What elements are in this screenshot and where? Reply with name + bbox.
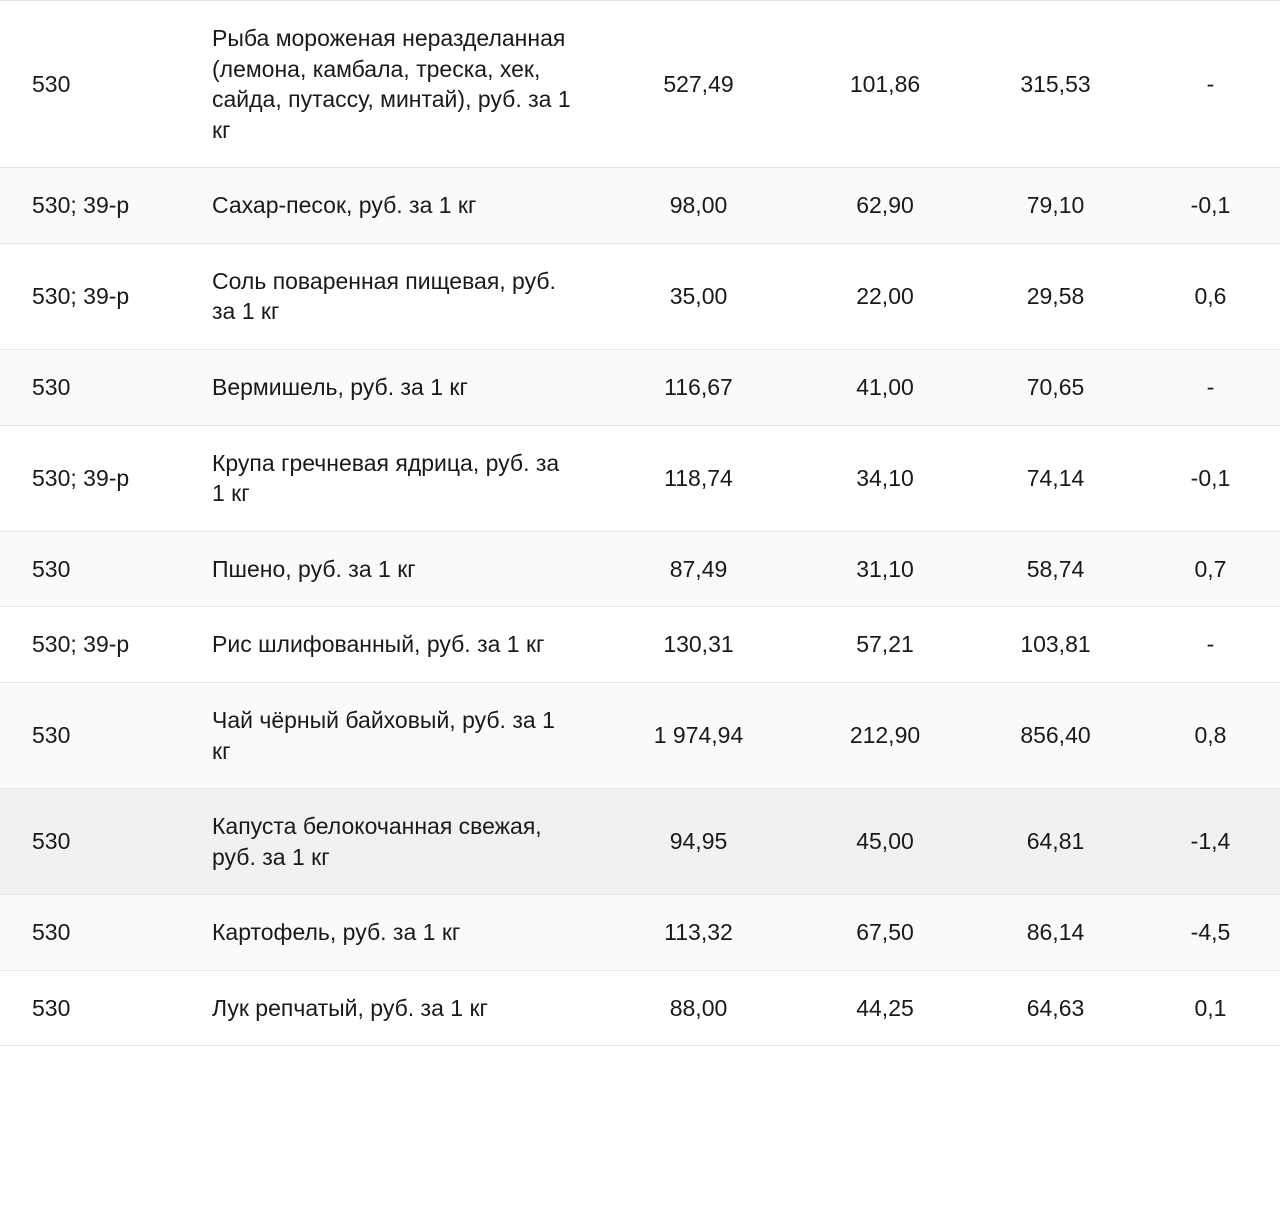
cell-change-percent: -1,4: [1190, 828, 1231, 855]
cell-min-price: 101,86: [849, 70, 921, 97]
cell-avg-price: 86,14: [1026, 919, 1085, 946]
cell-avg-price: 70,65: [1026, 374, 1085, 401]
cell-product-name: Капуста белокочанная свежая, руб. за 1 кг: [212, 813, 542, 870]
cell-max-price: 87,49: [669, 555, 728, 582]
price-table-body: [0, 1, 1280, 1046]
cell-code: 530; 39-р: [32, 283, 130, 310]
table-row: [0, 607, 1280, 683]
cell-code: 530: [32, 70, 71, 97]
cell-max-price: 116,67: [664, 374, 733, 401]
cell-product-name: Сахар-песок, руб. за 1 кг: [212, 192, 477, 219]
cell-max-price: 98,00: [669, 192, 728, 219]
cell-change-percent: -0,1: [1190, 192, 1231, 219]
cell-max-price: 88,00: [669, 994, 728, 1021]
table-row: [0, 243, 1280, 349]
cell-code: 530: [32, 919, 71, 946]
cell-change-percent: -: [1206, 374, 1215, 401]
table-row: [0, 168, 1280, 244]
cell-max-price: 118,74: [664, 464, 733, 491]
cell-change-percent: -: [1206, 70, 1215, 97]
cell-avg-price: 315,53: [1020, 70, 1091, 97]
cell-code: 530: [32, 994, 71, 1021]
cell-product-name: Картофель, руб. за 1 кг: [212, 919, 461, 946]
cell-avg-price: 74,14: [1026, 464, 1085, 491]
cell-min-price: 67,50: [856, 919, 914, 946]
cell-code: 530; 39-р: [32, 464, 130, 491]
cell-code: 530: [32, 555, 71, 582]
cell-max-price: 94,95: [669, 828, 728, 855]
table-row: [0, 682, 1280, 788]
cell-code: 530: [32, 828, 71, 855]
cell-change-percent: -4,5: [1190, 919, 1231, 946]
cell-min-price: 41,00: [856, 374, 914, 401]
cell-code: 530: [32, 374, 71, 401]
cell-change-percent: 0,8: [1194, 722, 1227, 749]
cell-product-name: Лук репчатый, руб. за 1 кг: [212, 994, 488, 1021]
cell-min-price: 212,90: [849, 722, 921, 749]
cell-avg-price: 64,63: [1026, 994, 1085, 1021]
cell-product-name: Пшено, руб. за 1 кг: [212, 555, 416, 582]
cell-max-price: 1 974,94: [653, 722, 744, 749]
cell-min-price: 44,25: [856, 994, 914, 1021]
table-row: [0, 895, 1280, 971]
cell-max-price: 527,49: [663, 70, 734, 97]
table-row: [0, 425, 1280, 531]
cell-avg-price: 64,81: [1026, 828, 1085, 855]
cell-product-name: Рис шлифованный, руб. за 1 кг: [212, 631, 545, 658]
cell-avg-price: 79,10: [1026, 192, 1085, 219]
cell-min-price: 57,21: [856, 631, 914, 658]
cell-avg-price: 58,74: [1026, 555, 1085, 582]
cell-product-name: Чай чёрный байховый, руб. за 1 кг: [212, 706, 555, 764]
cell-avg-price: 856,40: [1020, 722, 1091, 749]
cell-min-price: 34,10: [856, 464, 914, 491]
cell-code: 530; 39-р: [32, 631, 130, 658]
table-row: [0, 350, 1280, 426]
cell-avg-price: 103,81: [1020, 631, 1091, 658]
cell-change-percent: 0,6: [1194, 283, 1227, 310]
table-row: [0, 531, 1280, 607]
table-row: [0, 970, 1280, 1046]
cell-max-price: 130,31: [663, 631, 734, 658]
cell-change-percent: -0,1: [1190, 464, 1231, 491]
table-row: [0, 1, 1280, 168]
cell-min-price: 31,10: [856, 555, 914, 582]
cell-change-percent: 0,7: [1194, 555, 1227, 582]
cell-product-name: Вермишель, руб. за 1 кг: [212, 374, 468, 401]
cell-product-name: Соль поваренная пищевая, руб. за 1 кг: [212, 267, 556, 325]
cell-product-name: Рыба мороженая неразделанная (лемона, камбала, треска, хек, сайда, путассу, минтай), руб. за 1 кг: [212, 25, 571, 143]
cell-code: 530: [32, 722, 71, 749]
cell-max-price: 113,32: [664, 919, 733, 946]
cell-code: 530; 39-р: [32, 192, 130, 219]
cell-min-price: 62,90: [856, 192, 914, 219]
table-row: [0, 789, 1280, 895]
cell-change-percent: 0,1: [1194, 994, 1227, 1021]
cell-min-price: 45,00: [856, 828, 914, 855]
cell-max-price: 35,00: [669, 283, 728, 310]
cell-avg-price: 29,58: [1026, 283, 1085, 310]
cell-change-percent: -: [1206, 631, 1215, 658]
cell-min-price: 22,00: [856, 283, 914, 310]
cell-product-name: Крупа гречневая ядрица, руб. за 1 кг: [212, 449, 560, 507]
